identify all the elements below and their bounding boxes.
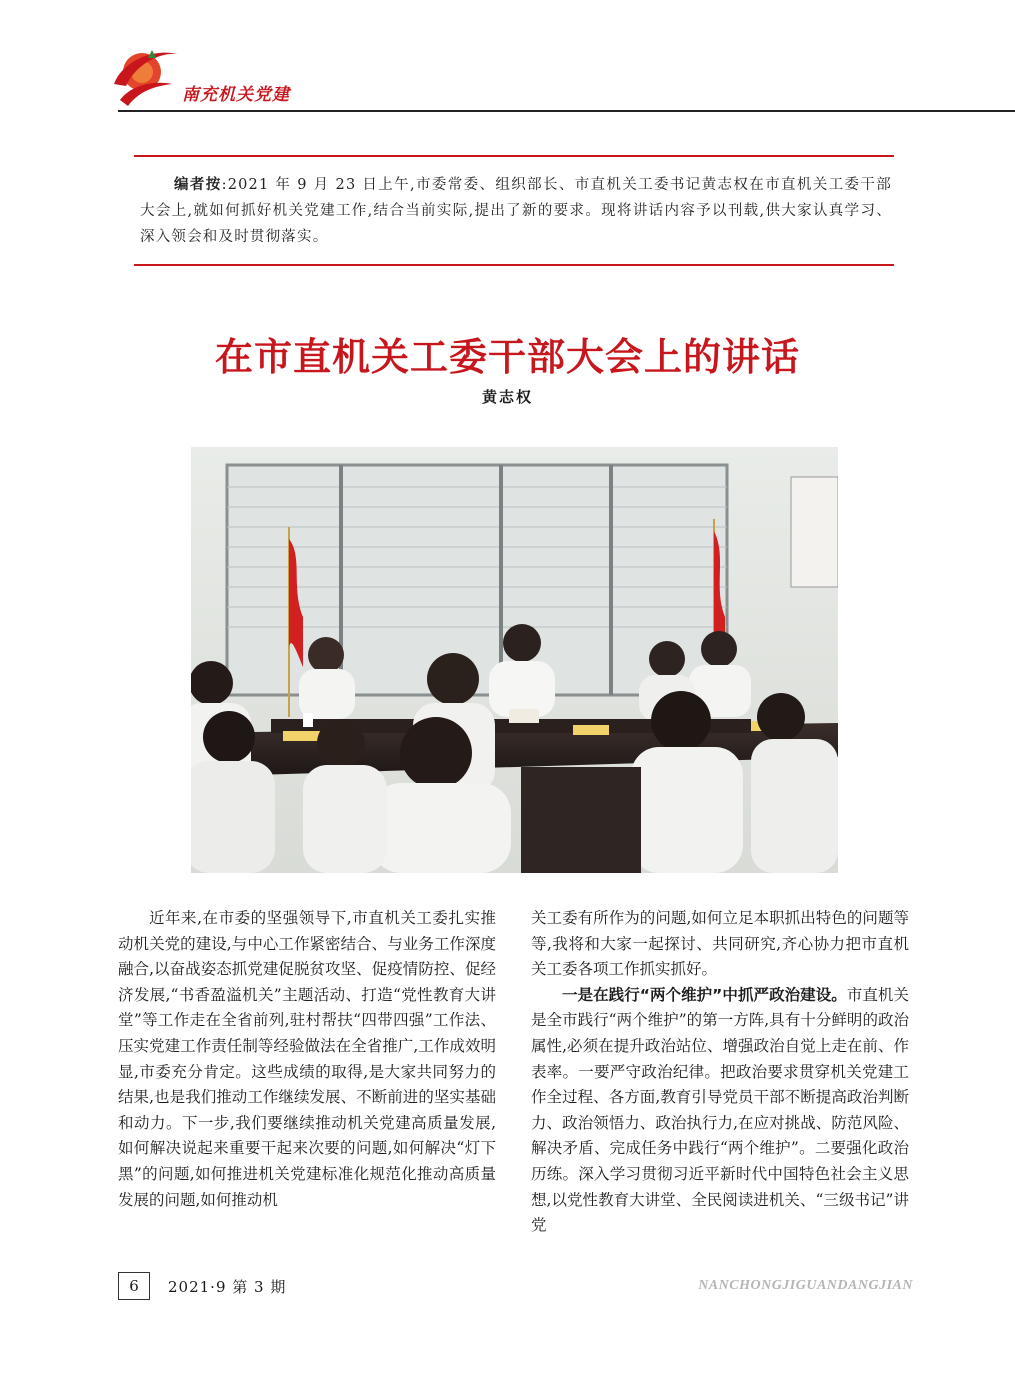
meeting-photo	[191, 447, 838, 873]
editor-note-text: :2021 年 9 月 23 日上午,市委常委、组织部长、市直机关工委书记黄志权在市直机关工委干部大会上,就如何抓好机关党建工作,结合当前实际,提出了新的要求。现将讲话内容予以刊载,供大家认真学习、深入领会和及时贯彻落实。	[140, 177, 892, 245]
issue-label: 2021·9 第 3 期	[168, 1278, 287, 1296]
article-title: 在市直机关工委干部大会上的讲话	[214, 334, 800, 379]
article-author: 黄志权	[481, 388, 533, 406]
body-column-right	[531, 906, 909, 1239]
header-divider	[118, 110, 1015, 112]
body-paragraph: 关工委有所作为的问题,如何立足本职抓出特色的问题等等,我将和大家一起探讨、共同研究,齐心协力把市直机关工委各项工作抓实抓好。	[531, 909, 909, 979]
body-paragraph: 近年来,在市委的坚强领导下,市直机关工委扎实推动机关党的建设,与中心工作紧密结合、与业务工作深度融合,以奋战姿态抓党建促脱贫攻坚、促疫情防控、促经济发展,“书香盈溢机关”主题活动、打造“党性教育大讲堂”等工作走在全省前列,驻村帮扶“四带四强”工作法、压实党建工作责任制等经验做法在全省推广,工作成效明显,市委充分肯定。这些成绩的取得,是大家共同努力的结果,也是我们推动工作继续发展、不断前进的坚实基础和动力。下一步,我们要继续推动机关党建高质量发展,如何解决说起来重要干起来次要的问题,如何解决“灯下黑”的问题,如何推进机关党建标准化规范化推动高质量发展的问题,如何推动机	[118, 909, 496, 1209]
editor-note	[140, 172, 892, 250]
logo-emblem-icon	[112, 40, 182, 112]
note-bottom-rule	[134, 264, 894, 266]
section-lead: 一是在践行“两个维护”中抓严政治建设。	[562, 985, 847, 1004]
body-paragraph	[531, 983, 909, 1239]
section-text: 市直机关是全市践行“两个维护”的第一方阵,具有十分鲜明的政治属性,必须在提升政治站位、增强政治自觉上走在前、作表率。一要严守政治纪律。把政治要求贯穿机关党建工作全过程、各方面,教育引导党员干部不断提高政治判断力、政治领悟力、政治执行力,在应对挑战、防范风险、解决矛盾、完成任务中践行“两个维护”。二要强化政治历练。深入学习贯彻习近平新时代中国特色社会主义思想,以党性教育大讲堂、全民阅读进机关、“三级书记”讲党	[531, 985, 909, 1235]
footer-brand: NANCHONGJIGUANDANGJIAN	[698, 1278, 913, 1293]
note-top-rule	[134, 155, 894, 157]
brand-title: 南充机关党建	[182, 85, 290, 105]
body-column-left	[118, 906, 496, 1213]
editor-note-label: 编者按	[174, 177, 222, 193]
page-number: 6	[118, 1272, 150, 1300]
